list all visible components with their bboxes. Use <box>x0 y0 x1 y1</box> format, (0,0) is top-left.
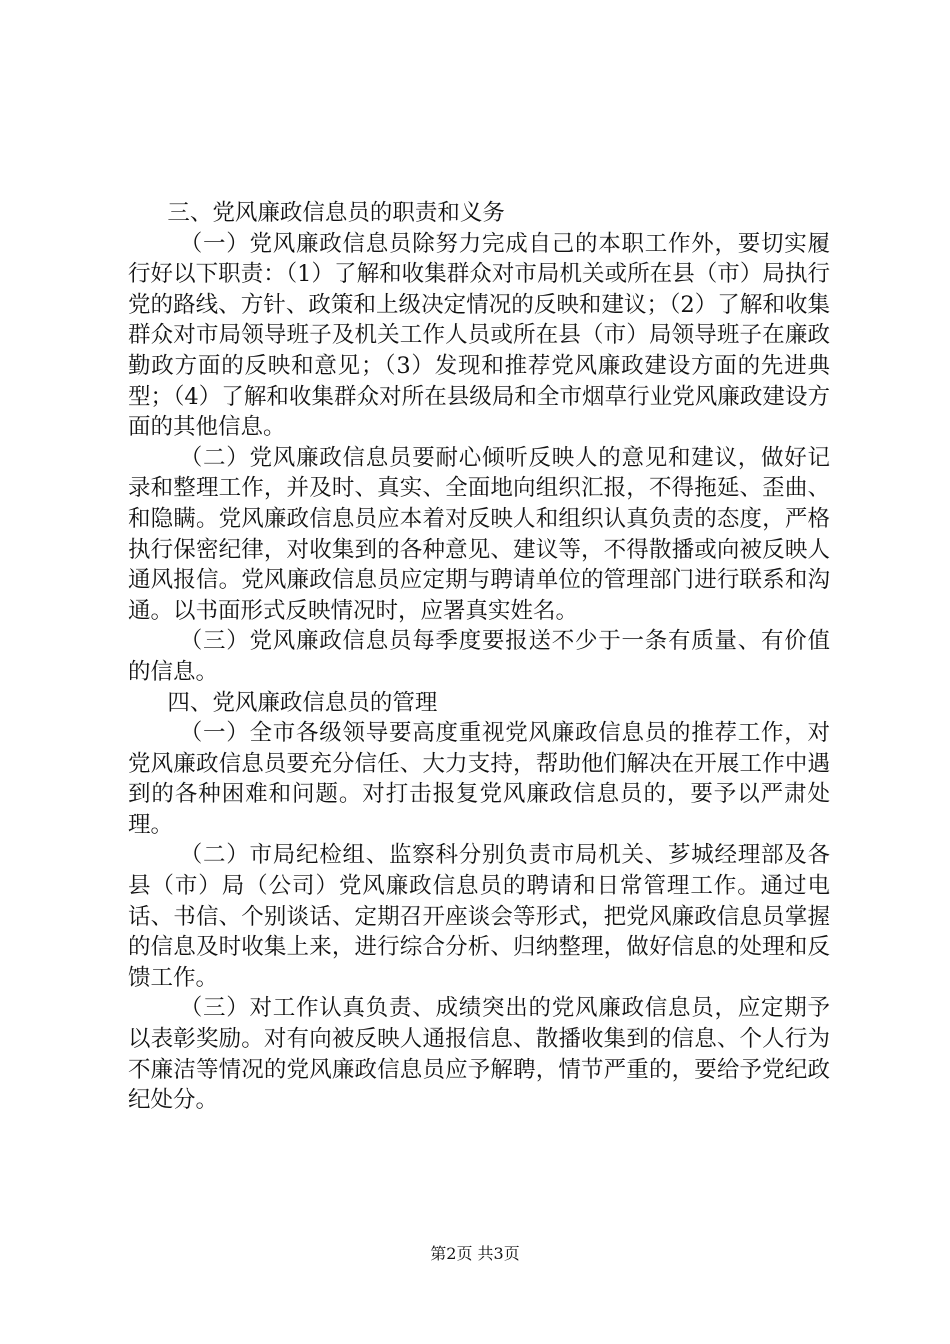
section-heading-4: 四、党风廉政信息员的管理 <box>167 689 438 716</box>
paragraph-3-2: （二）党风廉政信息员要耐心倾听反映人的意见和建议，做好记录和整理工作，并及时、真实、全面地向组织汇报，不得拖延、歪曲、和隐瞒。党风廉政信息员应本着对反映人和组织认真负责的态度，严格执行保密纪律，对收集到的各种意见、建议等，不得散播或向被反映人通风报信。党风廉政信息员应定期与聘请单位的管理部门进行联系和沟通。以书面形式反映情况时，应署真实姓名。 <box>128 444 830 624</box>
paragraph-4-1: （一）全市各级领导要高度重视党风廉政信息员的推荐工作，对党风廉政信息员要充分信任、大力支持，帮助他们解决在开展工作中遇到的各种困难和问题。对打击报复党风廉政信息员的，要予以严肃处理。 <box>128 720 830 838</box>
section-heading-3: 三、党风廉政信息员的职责和义务 <box>167 200 505 226</box>
page-number-footer: 第2页 共3页 <box>430 1244 520 1263</box>
paragraph-4-2: （二）市局纪检组、监察科分别负责市局机关、芗城经理部及各县（市）局（公司）党风廉政信息员的聘请和日常管理工作。通过电话、书信、个别谈话、定期召开座谈会等形式，把党风廉政信息员掌握的信息及时收集上来，进行综合分析、归纳整理，做好信息的处理和反馈工作。 <box>128 842 830 991</box>
paragraph-3-3: （三）党风廉政信息员每季度要报送不少于一条有质量、有价值的信息。 <box>128 628 830 685</box>
paragraph-3-1: （一）党风廉政信息员除努力完成自己的本职工作外，要切实履行好以下职责：（1）了解和收集群众对市局机关或所在县（市）局执行党的路线、方针、政策和上级决定情况的反映和建议；（2）了解和收集群众对市局领导班子及机关工作人员或所在县（市）局领导班子在廉政勤政方面的反映和意见；（3）发现和推荐党风廉政建设方面的先进典型；（4）了解和收集群众对所在县级局和全市烟草行业党风廉政建设方面的其他信息。 <box>128 230 830 441</box>
paragraph-4-3: （三）对工作认真负责、成绩突出的党风廉政信息员，应定期予以表彰奖励。对有向被反映人通报信息、散播收集到的信息、个人行为不廉洁等情况的党风廉政信息员应予解聘，情节严重的，要给予党纪政纪处分。 <box>128 995 830 1114</box>
document-body <box>128 198 830 1116</box>
